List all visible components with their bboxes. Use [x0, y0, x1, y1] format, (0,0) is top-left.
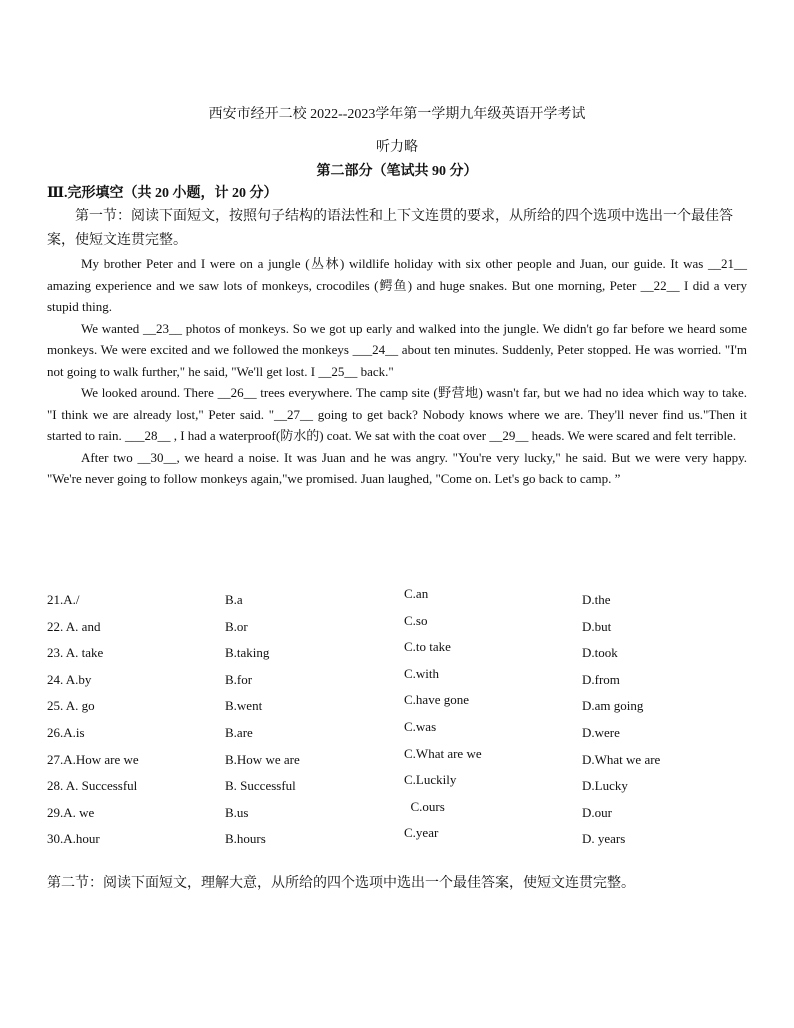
- option-b: B.How we are: [225, 751, 300, 767]
- listening-note: 听力略: [376, 140, 418, 155]
- option-c: C.so: [404, 612, 428, 628]
- cloze-instruction: 第一节：阅读下面短文，按照句子结构的语法性和上下文连贯的要求，从所给的四个选项中选出一个最佳答案，使短文连贯完整。: [47, 209, 733, 248]
- option-a: 24. A.by: [47, 671, 92, 687]
- option-c: C.Luckily: [404, 772, 457, 788]
- question-row-29: [47, 799, 767, 826]
- question-row-21: [47, 586, 767, 613]
- question-row-24: [47, 666, 767, 693]
- option-b: B.hours: [225, 831, 266, 847]
- question-row-26: [47, 719, 767, 746]
- option-a: 25. A. go: [47, 698, 95, 714]
- reading-section-instruction: 第二节：阅读下面短文，理解大意，从所给的四个选项中选出一个最佳答案，使短文连贯完整。: [47, 876, 635, 891]
- question-row-25: [47, 692, 767, 719]
- option-a: 23. A. take: [47, 645, 104, 661]
- option-c: C.What are we: [404, 745, 482, 761]
- option-d: D.were: [582, 724, 620, 740]
- option-c: C.was: [404, 718, 437, 734]
- exam-title: 西安市经开二校 2022--2023学年第一学期九年级英语开学考试: [208, 107, 586, 122]
- option-c: C.have gone: [404, 692, 469, 708]
- passage-paragraph-1: My brother Peter and I were on a jungle (丛林) wildlife holiday with six other people and Juan, our guide. It was __21__ amazing experience and we saw lots of monkeys, crocodiles (鳄鱼) and huge snakes. But one morning, Peter __22__ I did a very stupid thing.: [47, 256, 747, 314]
- option-b: B.us: [225, 804, 249, 820]
- passage-paragraph-4: After two __30__, we heard a noise. It was Juan and he was angry. "You're very lucky," he said. But we were very happy. "We're never going to follow monkeys again,"we promised. Juan laughed, "Come on. Let's go back to camp. ”: [47, 449, 747, 486]
- option-a: 26.A.is: [47, 724, 85, 740]
- cloze-section-heading: Ⅲ.完形填空（共 20 小题，计 20 分）: [47, 186, 278, 201]
- question-row-22: [47, 613, 767, 640]
- option-a: 22. A. and: [47, 618, 101, 634]
- option-a: 28. A. Successful: [47, 778, 138, 794]
- option-b: B.a: [225, 592, 243, 607]
- option-b: B.for: [225, 671, 253, 687]
- option-d: D.the: [582, 592, 611, 607]
- question-row-27: [47, 746, 767, 773]
- option-d: D.What we are: [582, 751, 661, 767]
- option-d: D.our: [582, 804, 612, 820]
- question-row-23: [47, 639, 767, 666]
- option-a: 30.A.hour: [47, 831, 100, 847]
- option-c: C.with: [404, 665, 440, 681]
- question-row-30: [47, 825, 767, 852]
- option-d: D.but: [582, 618, 612, 634]
- option-d: D. years: [582, 831, 626, 847]
- option-a: 29.A. we: [47, 804, 95, 820]
- passage-paragraph-2: We wanted __23__ photos of monkeys. So we got up early and walked into the jungle. We didn't go far before we heard some monkeys. We were excited and we followed the monkeys ___24__ about ten minutes. Suddenly, Peter stopped. He was worried. "I'm not going to walk further," he said, "We'll get lost. I __25__ back.": [47, 320, 747, 379]
- question-row-28: [47, 772, 767, 799]
- option-b: B.taking: [225, 645, 270, 661]
- option-c: C.to take: [404, 639, 451, 655]
- part-two-heading: 第二部分（笔试共 90 分）: [316, 164, 478, 179]
- option-d: D.am going: [582, 698, 644, 714]
- option-c: C.year: [404, 825, 439, 841]
- option-d: D.from: [582, 671, 620, 687]
- option-b: B.are: [225, 724, 253, 740]
- answer-options: [47, 586, 767, 852]
- option-b: B.went: [225, 698, 263, 714]
- option-a: 21.A./: [47, 592, 80, 607]
- cloze-passage: [47, 253, 747, 490]
- option-b: B.or: [225, 618, 248, 634]
- option-c: C.ours: [404, 798, 445, 814]
- option-d: D.took: [582, 645, 618, 661]
- option-c: C.an: [404, 586, 429, 601]
- option-d: D.Lucky: [582, 778, 628, 794]
- option-a: 27.A.How are we: [47, 751, 139, 767]
- option-b: B. Successful: [225, 778, 296, 794]
- passage-paragraph-3: We looked around. There __26__ trees everywhere. The camp site (野营地) wasn't far, but we had no idea which way to take. "I think we are already lost," Peter said. "__27__ going to get back? Nobody knows where we are. They'll never find us."Then it started to rain. ___28__ , I had a waterproof(防水的) coat. We sat with the coat over __29__ heads. We were scared and felt terrible.: [47, 385, 747, 443]
